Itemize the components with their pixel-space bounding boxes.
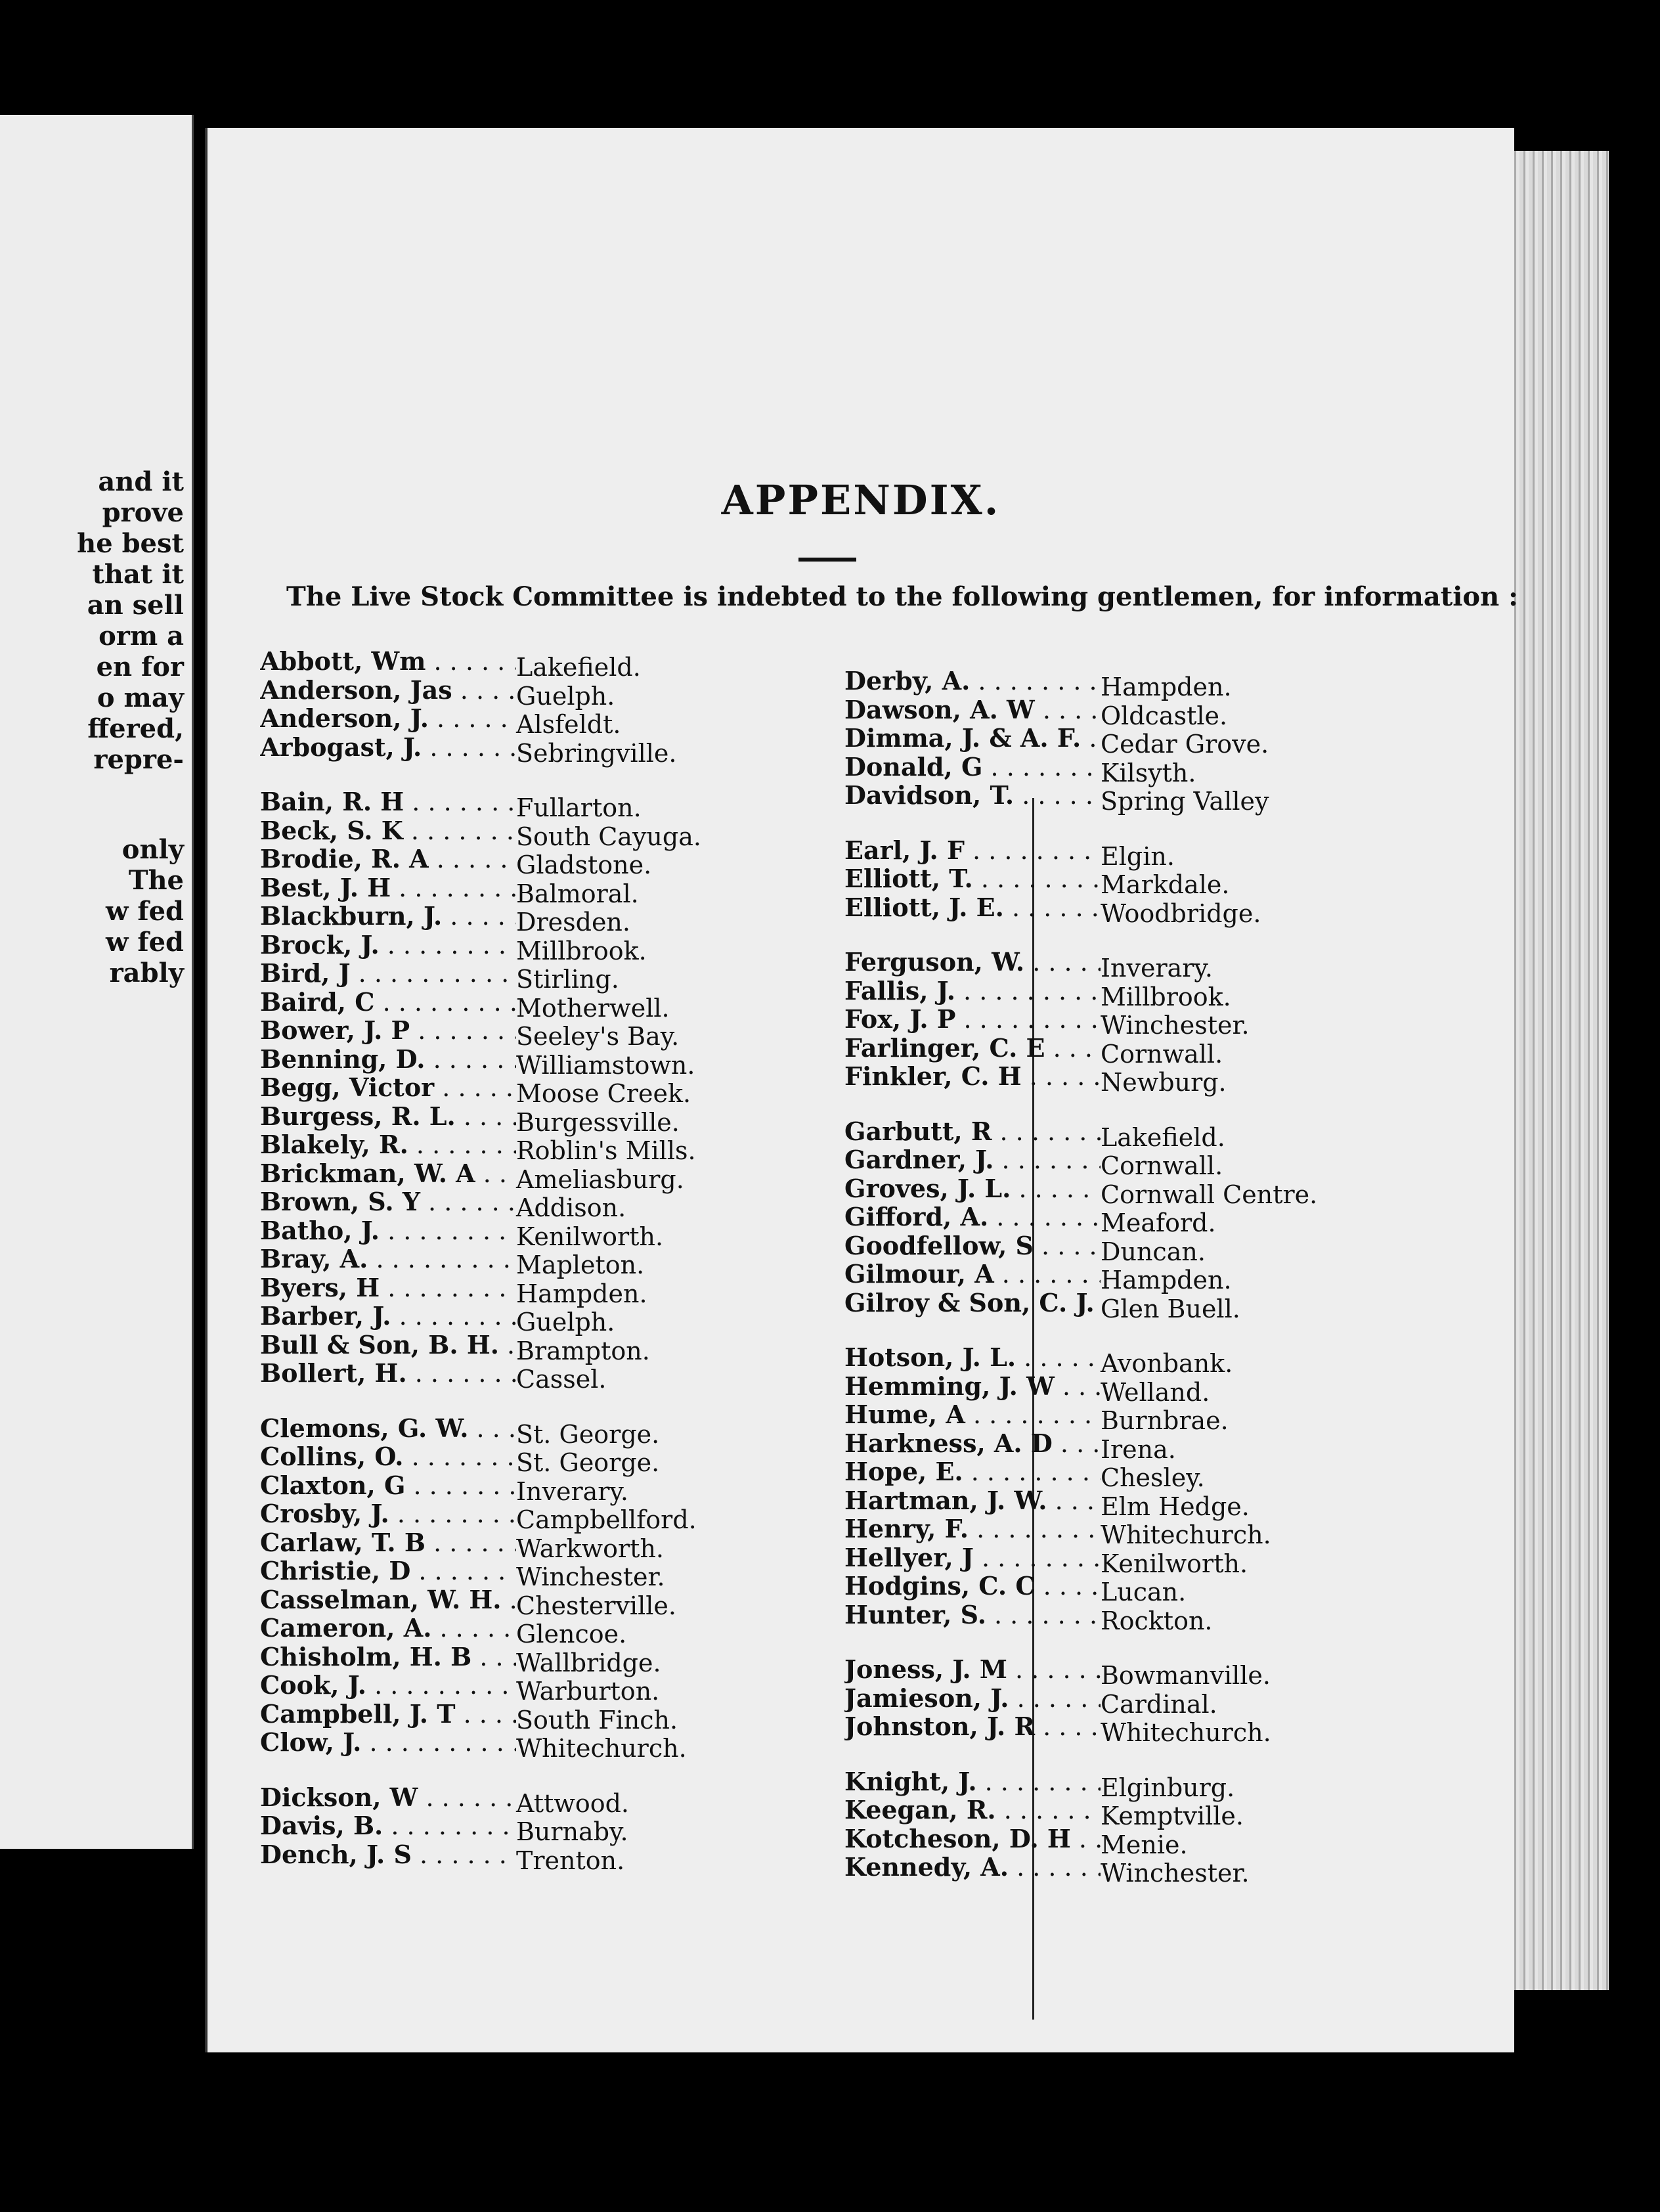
entry-name: Dickson, W . . . xyxy=(260,1783,516,1812)
entry-name: Beck, S. K . . . xyxy=(260,816,516,845)
entry-place: Campbellford. xyxy=(516,1505,697,1534)
entry-place: Kilsyth. xyxy=(1101,758,1196,787)
entry-name: Hunter, S. . . . xyxy=(844,1601,1101,1629)
entry-name: Ferguson, W. . . . xyxy=(844,948,1101,977)
entry-place: Fullarton. xyxy=(516,793,642,822)
entry-name: Clemons, G. W. . . . xyxy=(260,1414,516,1443)
directory-entry xyxy=(844,1853,1250,1888)
entry-place: Wallbridge. xyxy=(516,1648,661,1677)
facing-page-fragment xyxy=(0,115,194,1849)
entry-name: Goodfellow, S . . . xyxy=(844,1231,1101,1260)
entry-name: Garbutt, R . . . xyxy=(844,1117,1101,1146)
entry-place: Seeley's Bay. xyxy=(516,1022,680,1051)
entry-name: Bray, A. . . . xyxy=(260,1245,516,1273)
entry-place: Hampden. xyxy=(516,1279,647,1308)
entry-name: Henry, F. . . . xyxy=(844,1515,1101,1543)
directory-entry xyxy=(844,1062,1227,1097)
entry-name: Davis, B. . . . xyxy=(260,1811,516,1840)
entry-name: Fox, J. P . . . xyxy=(844,1005,1101,1034)
entry-place: Burgessville. xyxy=(516,1107,680,1137)
facing-page-text-fragment: ffered, xyxy=(87,713,184,744)
entry-name: Baird, C . . . xyxy=(260,988,516,1017)
entry-name: Hartman, J. W. . . . xyxy=(844,1486,1101,1515)
directory-entry xyxy=(844,893,1261,928)
entry-name: Anderson, J. . . . xyxy=(260,704,516,733)
entry-name: Fallis, J. . . . xyxy=(844,977,1101,1006)
entry-place: Warburton. xyxy=(516,1677,660,1706)
entry-place: Bowmanville. xyxy=(1101,1661,1271,1690)
entry-place: Lakefield. xyxy=(1101,1122,1225,1152)
entry-name: Knight, J. . . . xyxy=(844,1767,1101,1796)
entry-name: Arbogast, J. . . . xyxy=(260,733,516,762)
entry-place: Motherwell. xyxy=(516,993,670,1023)
facing-page-text-fragment: only xyxy=(121,834,184,865)
entry-place: Avonbank. xyxy=(1101,1349,1233,1378)
entry-place: Rockton. xyxy=(1101,1606,1213,1635)
entry-name: Casselman, W. H. . . . xyxy=(260,1585,516,1614)
entry-place: Dresden. xyxy=(516,908,630,937)
directory-entry xyxy=(260,733,676,768)
entry-name: Barber, J. . . . xyxy=(260,1302,516,1331)
entry-name: Gilroy & Son, C. J. . . . xyxy=(844,1289,1101,1317)
directory-entry xyxy=(260,1359,606,1394)
entry-place: Burnbrae. xyxy=(1101,1406,1229,1435)
entry-place: South Cayuga. xyxy=(516,822,701,851)
directory-entry xyxy=(844,1601,1213,1635)
entry-place: Cassel. xyxy=(516,1365,607,1394)
appendix-page xyxy=(205,128,1518,2052)
entry-name: Claxton, G . . . xyxy=(260,1471,516,1500)
entry-place: Cedar Grove. xyxy=(1101,730,1269,759)
entry-name: Begg, Victor . . . xyxy=(260,1073,516,1102)
entry-place: Lucan. xyxy=(1101,1578,1187,1606)
facing-page-text-fragment: w fed xyxy=(106,927,184,958)
entry-place: Inverary. xyxy=(1101,954,1213,983)
page-edge xyxy=(1510,151,1609,1990)
directory-entry xyxy=(260,1728,687,1763)
entry-name: Hellyer, J . . . xyxy=(844,1543,1101,1572)
entry-name: Earl, J. F . . . xyxy=(844,836,1101,865)
facing-page-text-fragment: that it xyxy=(92,559,184,590)
entry-name: Derby, A. . . . xyxy=(844,667,1101,696)
entry-place: Whitechurch. xyxy=(516,1734,687,1763)
entry-place: Lakefield. xyxy=(516,653,641,682)
entry-place: Kemptville. xyxy=(1101,1802,1244,1830)
entry-place: Attwood. xyxy=(516,1788,630,1818)
facing-page-text-fragment: The xyxy=(128,865,184,896)
title-rule xyxy=(798,558,856,562)
intro-text: The Live Stock Committee is indebted to the following gentlemen, for information : xyxy=(286,581,1518,612)
entry-place: Williamstown. xyxy=(516,1050,695,1080)
entry-place: Cardinal. xyxy=(1101,1689,1217,1719)
entry-place: Welland. xyxy=(1101,1377,1210,1407)
entry-place: Newburg. xyxy=(1101,1068,1227,1097)
entry-place: Warkworth. xyxy=(516,1534,664,1563)
entry-place: Whitechurch. xyxy=(1101,1520,1271,1549)
entry-place: St. George. xyxy=(516,1448,660,1477)
entry-place: Elm Hedge. xyxy=(1101,1492,1250,1521)
entry-place: Cornwall. xyxy=(1101,1151,1223,1180)
entry-name: Brown, S. Y . . . xyxy=(260,1187,516,1216)
entry-place: Elgin. xyxy=(1101,841,1175,871)
entry-place: Oldcastle. xyxy=(1101,701,1228,730)
entry-name: Collins, O. . . . xyxy=(260,1442,516,1471)
entry-name: Harkness, A. D . . . xyxy=(844,1429,1101,1458)
entry-name: Joness, J. M . . . xyxy=(844,1655,1101,1684)
entry-place: Kenilworth. xyxy=(1101,1549,1248,1578)
entry-place: Irena. xyxy=(1101,1434,1176,1464)
entry-place: Spring Valley xyxy=(1101,787,1269,816)
entry-name: Johnston, J. R . . . xyxy=(844,1712,1101,1741)
entry-name: Benning, D. . . . xyxy=(260,1045,516,1074)
facing-page-text-fragment: orm a xyxy=(98,621,184,652)
entry-name: Carlaw, T. B . . . xyxy=(260,1528,516,1557)
directory-entry xyxy=(260,1840,624,1875)
entry-place: Balmoral. xyxy=(516,879,639,908)
entry-place: Ameliasburg. xyxy=(516,1164,684,1194)
entry-name: Bower, J. P . . . xyxy=(260,1016,516,1045)
entry-place: Glen Buell. xyxy=(1101,1294,1240,1323)
entry-place: Gladstone. xyxy=(516,851,652,879)
entry-name: Crosby, J. . . . xyxy=(260,1499,516,1528)
entry-place: Whitechurch. xyxy=(1101,1718,1271,1747)
entry-place: Chesley. xyxy=(1101,1463,1205,1492)
facing-page-text-fragment: en for xyxy=(96,652,184,682)
entry-name: Christie, D . . . xyxy=(260,1557,516,1585)
entry-name: Kotcheson, D. H . . . xyxy=(844,1825,1101,1853)
directory-entry xyxy=(844,1712,1271,1747)
entry-place: Winchester. xyxy=(1101,1011,1250,1040)
entry-name: Brickman, W. A . . . xyxy=(260,1159,516,1188)
entry-place: Menie. xyxy=(1101,1830,1188,1859)
entry-place: Cornwall Centre. xyxy=(1101,1180,1318,1209)
entry-name: Dawson, A. W . . . xyxy=(844,696,1101,724)
facing-page-text-fragment: rably xyxy=(109,958,184,988)
entry-place: Addison. xyxy=(516,1193,626,1222)
entry-name: Gifford, A. . . . xyxy=(844,1203,1101,1231)
facing-page-text-fragment: and it xyxy=(98,466,184,497)
entry-name: Kennedy, A. . . . xyxy=(844,1853,1101,1882)
entry-place: Meaford. xyxy=(1101,1208,1216,1237)
entry-place: Mapleton. xyxy=(516,1250,645,1279)
entry-place: Stirling. xyxy=(516,965,619,994)
entry-place: Markdale. xyxy=(1101,870,1230,899)
entry-place: Trenton. xyxy=(516,1846,625,1875)
entry-name: Campbell, J. T . . . xyxy=(260,1700,516,1729)
entry-place: Kenilworth. xyxy=(516,1222,664,1251)
facing-page-text-fragment: o may xyxy=(97,682,184,713)
entry-name: Hemming, J. W . . . xyxy=(844,1372,1101,1401)
entry-place: Burnaby. xyxy=(516,1817,628,1846)
entry-place: Chesterville. xyxy=(516,1591,676,1620)
entry-place: South Finch. xyxy=(516,1705,678,1735)
entry-name: Gilmour, A . . . xyxy=(844,1260,1101,1289)
entry-place: Moose Creek. xyxy=(516,1079,691,1108)
facing-page-text-fragment: an sell xyxy=(87,590,184,621)
entry-place: Duncan. xyxy=(1101,1237,1206,1266)
facing-page-text-fragment: repre- xyxy=(93,744,184,775)
entry-name: Davidson, T. . . . xyxy=(844,781,1101,810)
entry-name: Dimma, J. & A. F. . . . xyxy=(844,724,1101,753)
entry-name: Elliott, J. E. . . . xyxy=(844,893,1101,922)
entry-name: Hotson, J. L. . . . xyxy=(844,1343,1101,1372)
entry-name: Hodgins, C. C . . . xyxy=(844,1572,1101,1601)
entry-name: Farlinger, C. E . . . xyxy=(844,1034,1101,1063)
entry-name: Gardner, J. . . . xyxy=(844,1145,1101,1174)
entry-name: Finkler, C. H . . . xyxy=(844,1062,1101,1091)
entry-name: Blakely, R. . . . xyxy=(260,1130,516,1159)
entry-name: Best, J. H . . . xyxy=(260,874,516,902)
entry-place: Alsfeldt. xyxy=(516,710,621,739)
entry-place: Brampton. xyxy=(516,1336,650,1365)
entry-name: Chisholm, H. B . . . xyxy=(260,1643,516,1671)
entry-place: Elginburg. xyxy=(1101,1773,1235,1802)
entry-place: Millbrook. xyxy=(1101,982,1231,1011)
entry-name: Brock, J. . . . xyxy=(260,931,516,960)
entry-place: Sebringville. xyxy=(516,738,677,768)
entry-name: Elliott, T. . . . xyxy=(844,864,1101,893)
entry-place: Millbrook. xyxy=(516,936,647,965)
entry-name: Hume, A . . . xyxy=(844,1400,1101,1429)
entry-name: Anderson, Jas . . . xyxy=(260,676,516,705)
entry-place: Inverary. xyxy=(516,1476,628,1506)
entry-name: Byers, H . . . xyxy=(260,1273,516,1302)
entry-name: Groves, J. L. . . . xyxy=(844,1174,1101,1203)
entry-name: Blackburn, J. . . . xyxy=(260,902,516,931)
entry-place: Guelph. xyxy=(516,681,615,711)
entry-name: Hope, E. . . . xyxy=(844,1457,1101,1486)
entry-name: Bird, J . . . xyxy=(260,959,516,988)
entry-name: Cook, J. . . . xyxy=(260,1671,516,1700)
entry-name: Clow, J. . . . xyxy=(260,1728,516,1757)
directory-entry xyxy=(844,1289,1240,1323)
page-title: APPENDIX. xyxy=(721,476,1001,524)
entry-name: Bain, R. H . . . xyxy=(260,787,516,816)
entry-place: Glencoe. xyxy=(516,1620,627,1648)
entry-name: Brodie, R. A . . . xyxy=(260,845,516,874)
entry-name: Donald, G . . . xyxy=(844,753,1101,782)
entry-place: Hampden. xyxy=(1101,1266,1232,1294)
facing-page-text-fragment: he best xyxy=(77,528,184,559)
entry-place: Winchester. xyxy=(1101,1859,1250,1888)
facing-page-text-fragment: w fed xyxy=(106,896,184,927)
entry-place: Roblin's Mills. xyxy=(516,1136,696,1165)
entry-place: St. George. xyxy=(516,1419,660,1449)
entry-place: Guelph. xyxy=(516,1308,615,1337)
entry-name: Jamieson, J. . . . xyxy=(844,1684,1101,1713)
entry-name: Bollert, H. . . . xyxy=(260,1359,516,1388)
entry-name: Abbott, Wm . . . xyxy=(260,647,516,676)
entry-name: Batho, J. . . . xyxy=(260,1216,516,1245)
entry-name: Keegan, R. . . . xyxy=(844,1796,1101,1825)
entry-name: Burgess, R. L. . . . xyxy=(260,1102,516,1131)
directory-entry xyxy=(844,781,1269,816)
entry-place: Winchester. xyxy=(516,1562,665,1591)
facing-page-text-fragment: prove xyxy=(102,497,184,528)
entry-name: Bull & Son, B. H. . . . xyxy=(260,1331,516,1360)
entry-place: Cornwall. xyxy=(1101,1039,1223,1069)
entry-place: Woodbridge. xyxy=(1101,898,1261,928)
entry-name: Cameron, A. . . . xyxy=(260,1614,516,1643)
entry-place: Hampden. xyxy=(1101,673,1232,701)
entry-name: Dench, J. S . . . xyxy=(260,1840,516,1869)
